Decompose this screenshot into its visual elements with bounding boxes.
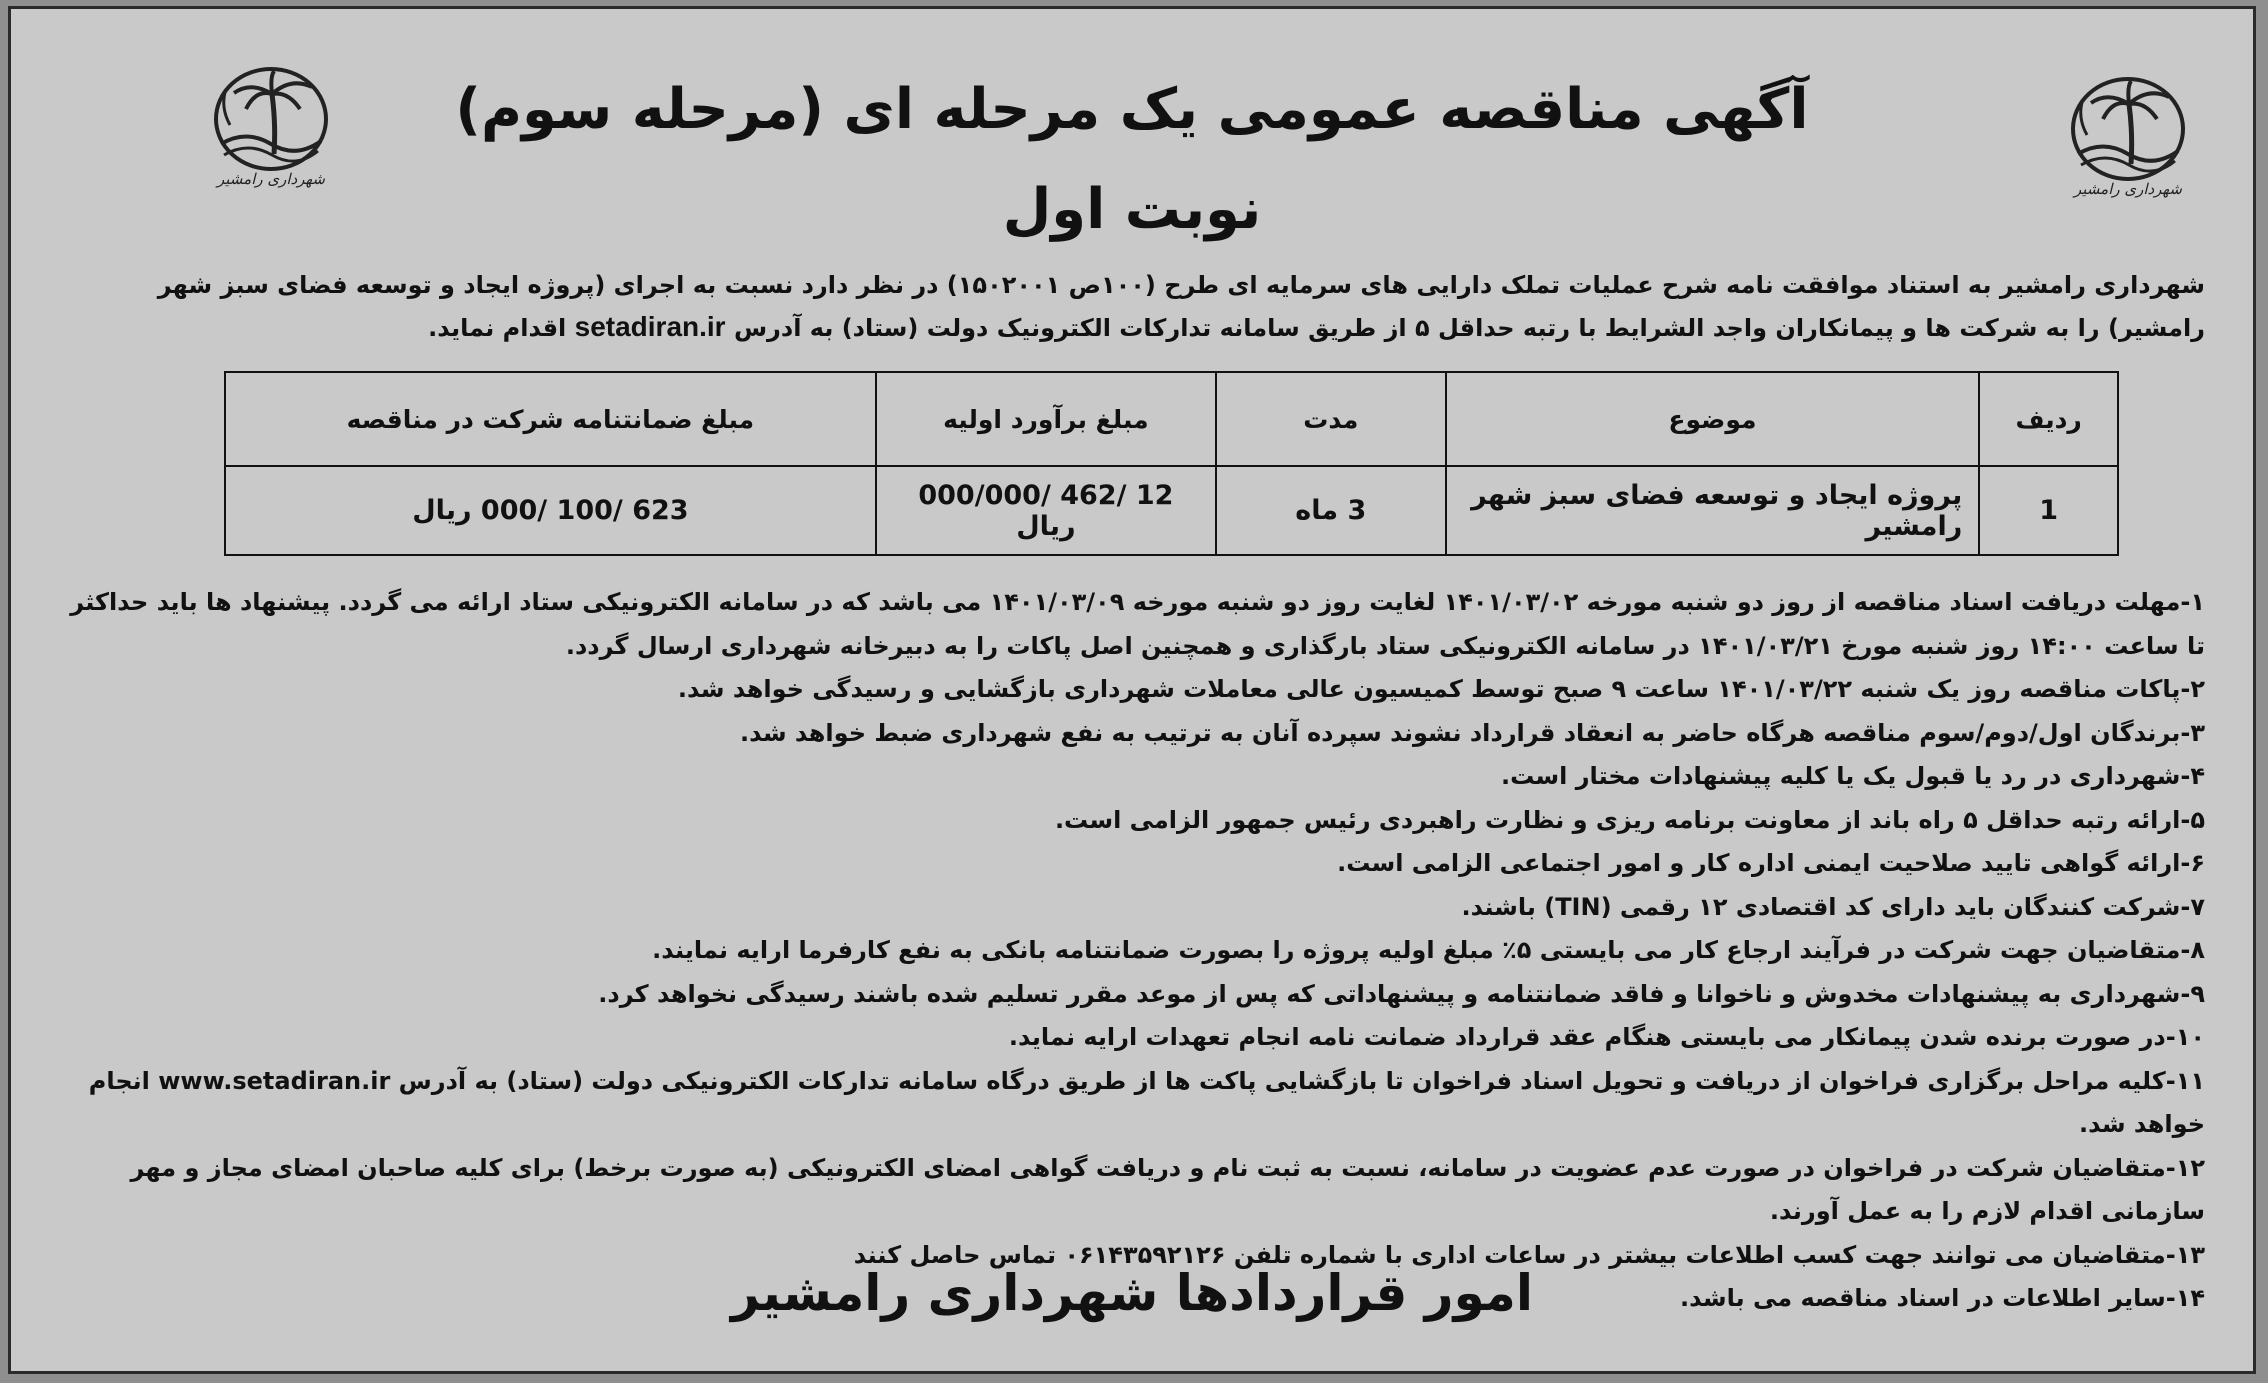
logo-caption: شهرداری رامشیر <box>217 170 325 188</box>
tender-notice <box>8 6 2256 1374</box>
municipality-logo-right <box>2053 69 2203 204</box>
list-item: ۸-متقاضیان جهت شرکت در فرآیند ارجاع کار می بایستی ۵٪ مبلغ اولیه پروژه را بصورت ضمانتنامه بانکی به نفع کارفرما ارایه نمایند. <box>652 936 2205 964</box>
list-item: ۹-شهرداری به پیشنهادات مخدوش و ناخوانا و فاقد ضمانتنامه و پیشنهاداتی که پس از موعد مقرر تسلیم شده باشند رسیدگی نخواهد کرد. <box>598 979 2205 1008</box>
intro-text-end: اقدام نماید. <box>428 314 567 342</box>
col-header-subject: موضوع <box>1446 372 1980 466</box>
list-item: ۱-مهلت دریافت اسناد مناقصه از روز دو شنبه مورخه ۱۴۰۱/۰۳/۰۲ لغایت روز دو شنبه مورخه ۱۴۰۱/۰۳/۰۹ می باشد که در سامانه الکترونیکی ستاد ارائه می گردد. پیشنهاد ها باید حداکثر تا ساعت ۱۴:۰۰ روز شنبه مورخ ۱۴۰۱/۰۳/۲۱ در سامانه الکترونیکی ستاد بارگذاری و همچنین اصل پاکات را به دبیرخانه شهرداری ارسال گردد. <box>70 588 2205 660</box>
col-header-guarantee: مبلغ ضمانتنامه شرکت در مناقصه <box>225 372 876 466</box>
intro-paragraph <box>66 264 2205 349</box>
list-item: ۱۴-سایر اطلاعات در اسناد مناقصه می باشد. <box>1680 1284 2205 1312</box>
list-item: ۷-شرکت کنندگان باید دارای کد اقتصادی ۱۲ رقمی (TIN) باشند. <box>1461 892 2205 921</box>
notice-title: آگهی مناقصه عمومی یک مرحله ای (مرحله سوم) <box>455 77 1809 142</box>
logo-caption: شهرداری رامشیر <box>2074 180 2182 198</box>
cell-estimate: 12 /462 /000/000 ریال <box>876 466 1216 555</box>
list-item: ۵-ارائه رتبه حداقل ۵ راه باند از معاونت برنامه ریزی و نظارت راهبردی رئیس جمهور الزامی است. <box>1054 805 2205 834</box>
table-row <box>225 466 2118 555</box>
notice-subtitle: نوبت اول <box>1002 177 1262 242</box>
cell-subject: پروژه ایجاد و توسعه فضای سبز شهر رامشیر <box>1446 466 1980 555</box>
list-item: ۱۰-در صورت برنده شدن پیمانکار می بایستی هنگام عقد قرارداد ضمانت نامه انجام تعهدات ارایه نماید. <box>1008 1023 2205 1051</box>
cell-guarantee: 623 /100 /000 ریال <box>225 466 876 555</box>
intro-text: شهرداری رامشیر به استناد موافقت نامه شرح عملیات تملک دارایی های سرمایه ای طرح (۱۰۰ص ۱۵۰۲۰۰۱) در نظر دارد نسبت به اجرای (پروژه ایجاد و توسعه فضای سبز شهر رامشیر) را به شرکت ها و پیمانکاران واجد الشرایط با رتبه حداقل ۵ از طریق سامانه تدارکات الکترونیک دولت (ستاد) به آدرس <box>157 271 2205 342</box>
list-item: ۲-پاکات مناقصه روز یک شنبه ۱۴۰۱/۰۳/۲۲ ساعت ۹ صبح توسط کمیسیون عالی معاملات شهرداری بازگشایی و رسیدگی خواهد شد. <box>677 675 2205 703</box>
tender-table <box>224 371 2119 556</box>
list-item: ۴-شهرداری در رد یا قبول یک یا کلیه پیشنهادات مختار است. <box>1501 762 2205 790</box>
table-header-row <box>225 372 2118 466</box>
footer-signature: امور قراردادها شهرداری رامشیر <box>730 1264 1534 1322</box>
list-item: ۳-برندگان اول/دوم/سوم مناقصه هرگاه حاضر به انعقاد قرارداد نشوند سپرده آنان به ترتیب به نفع شهرداری ضبط خواهد شد. <box>739 718 2205 747</box>
list-item: ۶-ارائه گواهی تایید صلاحیت ایمنی اداره کار و امور اجتماعی الزامی است. <box>1337 849 2205 877</box>
cell-duration: 3 ماه <box>1216 466 1446 555</box>
website-link[interactable]: setadiran.ir <box>574 311 726 342</box>
list-item: ۱۱-کلیه مراحل برگزاری فراخوان از دریافت و تحویل اسناد فراخوان تا بازگشایی پاکت ها از طریق درگاه سامانه تدارکات الکترونیکی دولت (ستاد) به آدرس www.setadiran.ir انجام خواهد شد. <box>88 1066 2205 1138</box>
cell-index: 1 <box>1979 466 2118 555</box>
conditions-list <box>66 581 2205 1321</box>
col-header-index: ردیف <box>1979 372 2118 466</box>
list-item: ۱۳-متقاضیان می توانند جهت کسب اطلاعات بیشتر در ساعات اداری با شماره تلفن ۰۶۱۴۳۵۹۲۱۲۶ تماس حاصل کنند <box>853 1240 2205 1269</box>
list-item: ۱۲-متقاضیان شرکت در فراخوان در صورت عدم عضویت در سامانه، نسبت به ثبت نام و دریافت گواهی امضای الکترونیکی (به صورت برخط) برای کلیه صاحبان امضای مجاز و مهر سازمانی اقدام لازم را به عمل آورند. <box>130 1153 2205 1225</box>
col-header-estimate: مبلغ برآورد اولیه <box>876 372 1216 466</box>
col-header-duration: مدت <box>1216 372 1446 466</box>
